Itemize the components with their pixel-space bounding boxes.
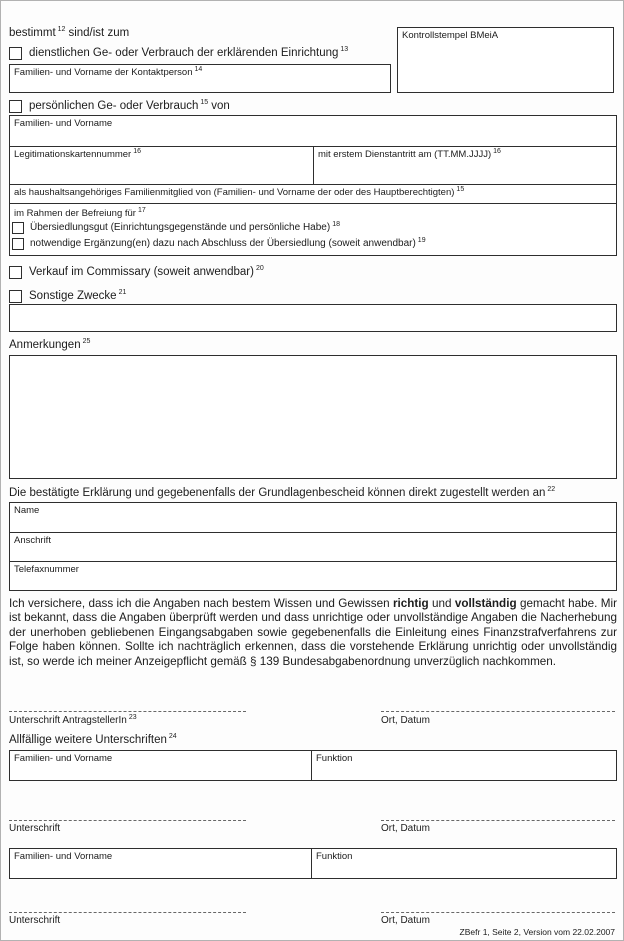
necessary-additions-row — [12, 238, 616, 250]
other-purposes-checkbox[interactable] — [9, 290, 22, 303]
signer-1-function-field[interactable] — [312, 751, 616, 780]
footnote-25: 25 — [82, 338, 91, 346]
contact-name-field[interactable] — [9, 64, 391, 93]
signer-1-function-label: Funktion — [316, 753, 353, 764]
remarks-label — [9, 339, 93, 351]
official-use-label — [29, 47, 351, 59]
signer-2-row — [9, 848, 617, 879]
footnote-24: 24 — [168, 733, 177, 741]
exemption-scope-label — [10, 206, 616, 219]
other-purposes-field[interactable] — [9, 304, 617, 332]
footnote-22: 22 — [547, 486, 556, 494]
id-card-number-field[interactable] — [10, 147, 314, 184]
form-version-footer: ZBefr 1, Seite 2, Version vom 22.02.2007 — [459, 927, 615, 937]
commissary-sale-label — [29, 266, 267, 278]
delivery-fax-label: Telefaxnummer — [14, 564, 79, 575]
personal-use-checkbox[interactable] — [9, 100, 22, 113]
full-name-field[interactable] — [10, 116, 616, 147]
official-use-row — [9, 47, 393, 60]
control-stamp-label: Kontrollstempel BMeiA — [402, 30, 499, 41]
footnote-15b: 15 — [456, 185, 465, 193]
declaration-text — [9, 597, 617, 669]
signer-1-name-field[interactable] — [10, 751, 312, 780]
first-service-date-label — [314, 147, 616, 160]
household-member-field[interactable] — [10, 185, 616, 204]
commissary-sale-row — [9, 266, 267, 279]
personal-details-box — [9, 115, 617, 256]
place-date-line-1 — [381, 711, 615, 712]
remarks-field[interactable] — [9, 355, 617, 479]
footnote-21: 21 — [118, 289, 127, 297]
footnote-23: 23 — [128, 713, 137, 721]
full-name-field-label: Familien- und Vorname — [14, 118, 113, 129]
commissary-sale-checkbox[interactable] — [9, 266, 22, 279]
removal-goods-row — [12, 222, 616, 234]
delivery-address-field[interactable] — [10, 532, 616, 561]
footnote-18: 18 — [332, 220, 340, 228]
place-date-line-2 — [381, 820, 615, 821]
other-purposes-label — [29, 290, 129, 302]
personal-use-label-after: von — [211, 100, 230, 112]
delivery-intro-text-main: Die bestätigte Erklärung und gegebenenfalls der Grundlagenbescheid können direkt zugestellt werden an — [9, 487, 546, 499]
removal-goods-checkbox[interactable] — [12, 222, 24, 234]
contact-name-field-label — [10, 65, 390, 78]
official-use-checkbox[interactable] — [9, 47, 22, 60]
signer-1-signature-label: Unterschrift — [9, 823, 61, 834]
footnote-14: 14 — [194, 65, 203, 73]
further-signatures-title-text: Allfällige weitere Unterschriften — [9, 734, 167, 746]
footnote-19: 19 — [417, 236, 426, 244]
intro-text-after: sind/ist zum — [68, 27, 130, 39]
footnote-16: 16 — [133, 147, 142, 155]
personal-use-label-before: persönlichen Ge- oder Verbrauch — [29, 100, 199, 112]
footnote-16b: 16 — [493, 147, 501, 155]
delivery-name-field[interactable] — [10, 503, 616, 532]
declaration-bold-richtig: richtig — [392, 597, 429, 610]
commissary-sale-label-text: Verkauf im Commissary (soweit anwendbar) — [29, 266, 254, 278]
delivery-name-label: Name — [14, 505, 40, 516]
delivery-intro-text — [9, 487, 558, 499]
footnote-17: 17 — [137, 206, 146, 214]
place-date-line-3 — [381, 912, 615, 913]
id-card-number-label-text: Legitimationskartennummer — [14, 149, 132, 160]
official-use-label-text: dienstlichen Ge- oder Verbrauch der erklärenden Einrichtung — [29, 47, 339, 59]
footnote-13: 13 — [340, 46, 349, 54]
footnote-12: 12 — [57, 26, 66, 34]
exemption-scope-section — [10, 204, 616, 250]
delivery-fax-field[interactable] — [10, 561, 616, 590]
contact-name-label-text: Familien- und Vorname der Kontaktperson — [14, 67, 193, 78]
signer-1-row — [9, 750, 617, 781]
household-member-label-text: als haushaltsangehöriges Familienmitglied von (Familien- und Vorname der oder des Hauptberechtigten) — [14, 187, 455, 198]
other-purposes-label-text: Sonstige Zwecke — [29, 290, 117, 302]
signer-1-name-label: Familien- und Vorname — [14, 753, 113, 764]
intro-text-before: bestimmt — [9, 27, 56, 39]
card-service-row — [10, 147, 616, 185]
necessary-additions-label — [30, 238, 429, 249]
household-member-label — [10, 185, 616, 198]
removal-goods-label-text: Übersiedlungsgut (Einrichtungsgegenstände und persönliche Habe) — [30, 222, 331, 233]
necessary-additions-label-text: notwendige Ergänzung(en) dazu nach Abschluss der Übersiedlung (soweit anwendbar) — [30, 238, 416, 249]
place-date-label-2: Ort, Datum — [381, 823, 430, 834]
signer-2-function-label: Funktion — [316, 851, 353, 862]
necessary-additions-checkbox[interactable] — [12, 238, 24, 250]
control-stamp-box — [397, 27, 614, 93]
other-purposes-row — [9, 290, 129, 303]
signer-2-name-field[interactable] — [10, 849, 312, 878]
signer-2-function-field[interactable] — [312, 849, 616, 878]
applicant-signature-label-text: Unterschrift AntragstellerIn — [9, 715, 127, 726]
declaration-bold-vollstaendig: vollständig — [454, 597, 517, 610]
id-card-number-label — [10, 147, 313, 160]
declaration-part-2: und — [428, 597, 455, 610]
intro-text — [9, 27, 129, 39]
first-service-date-field[interactable] — [314, 147, 616, 184]
remarks-label-text: Anmerkungen — [9, 339, 81, 351]
place-date-label-1: Ort, Datum — [381, 715, 430, 726]
further-signatures-title — [9, 734, 180, 746]
place-date-label-3: Ort, Datum — [381, 915, 430, 926]
signer-2-signature-line — [9, 912, 246, 913]
exemption-scope-label-text: im Rahmen der Befreiung für — [14, 208, 136, 219]
declaration-part-1: Ich versichere, dass ich die Angaben nach bestem Wissen und Gewissen — [9, 597, 393, 610]
signer-2-name-label: Familien- und Vorname — [14, 851, 113, 862]
applicant-signature-line — [9, 711, 246, 712]
first-service-date-label-text: mit erstem Dienstantritt am (TT.MM.JJJJ) — [318, 149, 492, 160]
personal-use-label — [29, 100, 230, 112]
delivery-address-label: Anschrift — [14, 535, 51, 546]
footnote-20: 20 — [255, 265, 264, 273]
signer-1-signature-line — [9, 820, 246, 821]
footnote-15: 15 — [200, 99, 209, 107]
declaration-part-3: gemacht habe. Mir ist bekannt, dass die Angaben überprüft werden und dass unrichtige oder unvollständige Angaben die Nacherhebung der unerhoben gebliebenen Eingangsabgaben sowie gegebenenfalls die Einleitung eines Finanzstrafverfahrens zur Folge haben können. Sollte ich nachträglich erkennen, dass die vorstehende Erklärung unrichtig oder unvollständig ist, so werde ich meiner Anzeigepflicht gemäß § 139 Bundesabgabenordnung unverzüglich nachkommen. — [9, 597, 617, 668]
delivery-address-box — [9, 502, 617, 591]
removal-goods-label — [30, 222, 343, 233]
personal-use-row — [9, 100, 230, 113]
applicant-signature-label — [9, 715, 140, 726]
signer-2-signature-label: Unterschrift — [9, 915, 61, 926]
